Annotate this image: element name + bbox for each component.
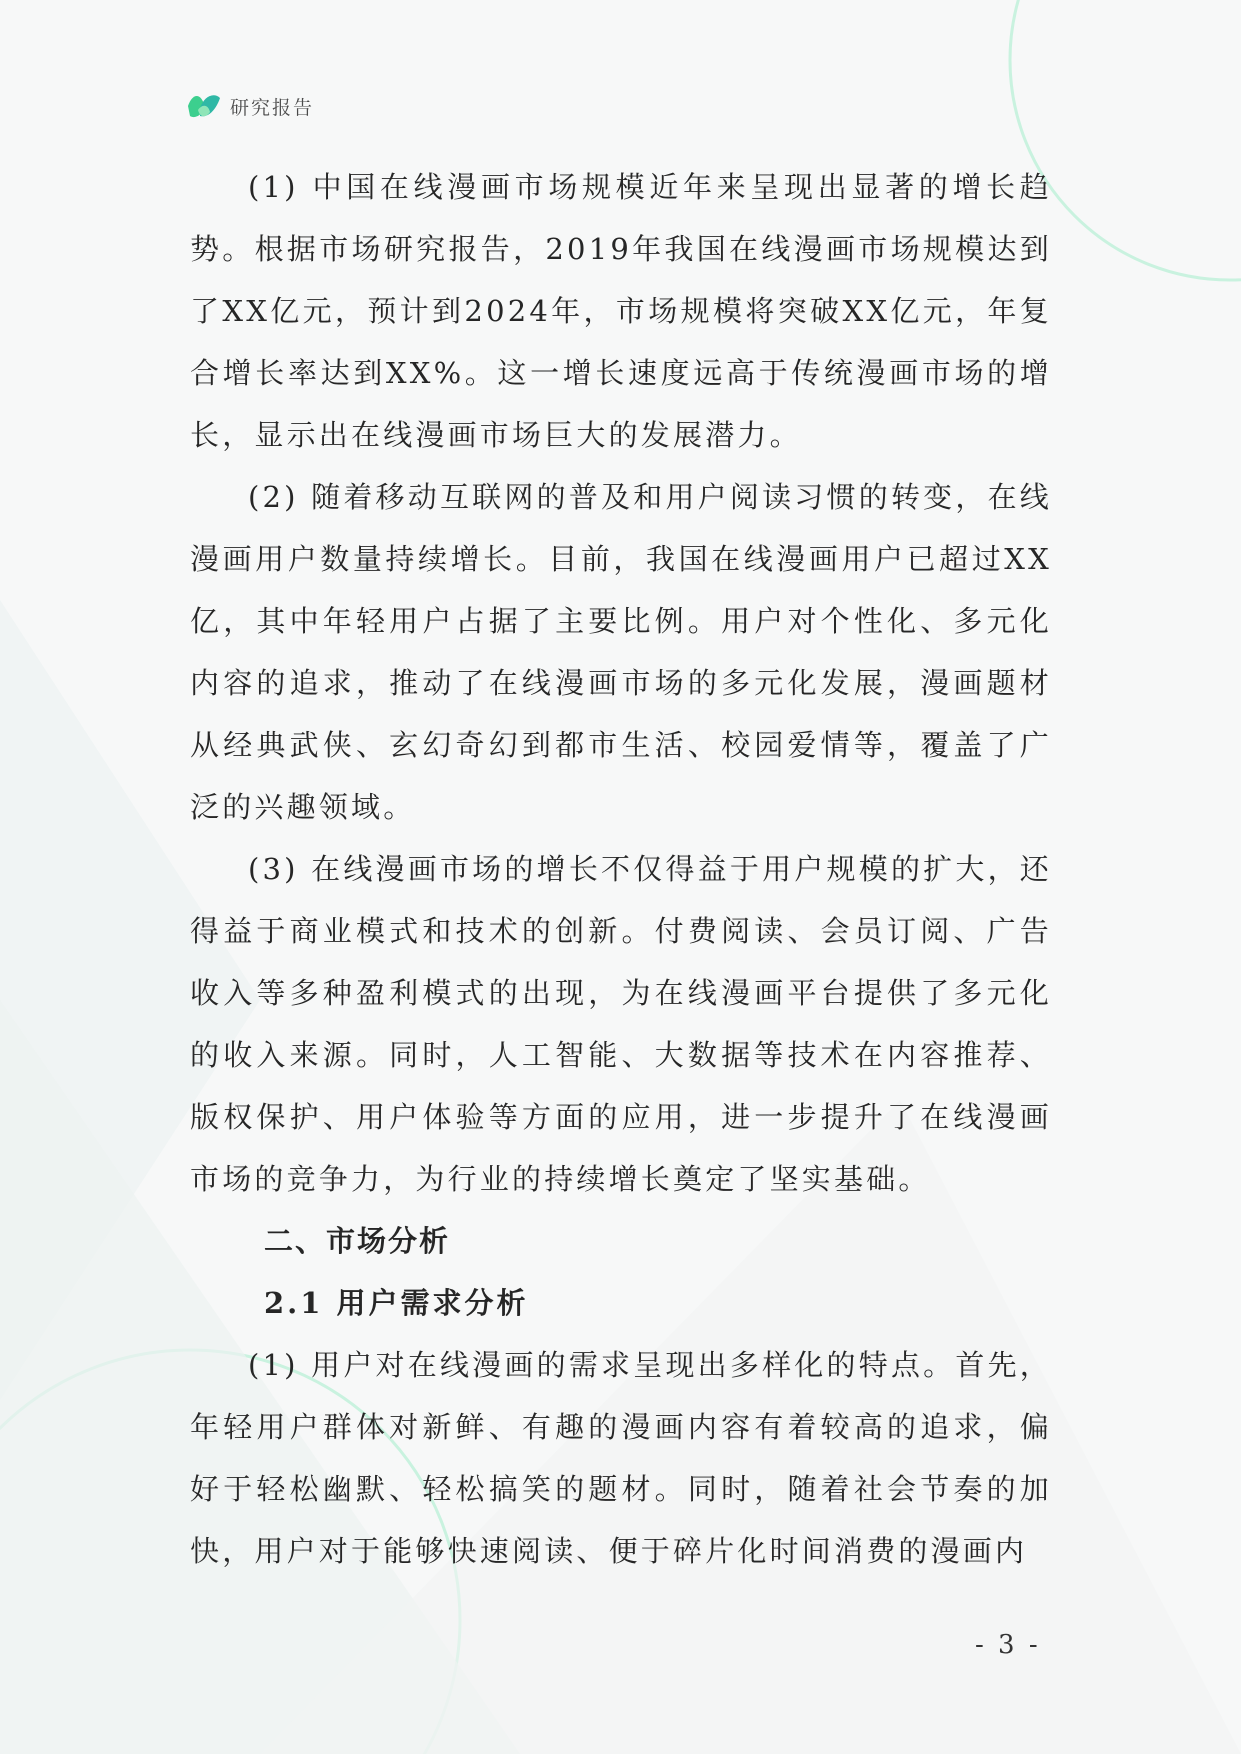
paragraph-2: (2) 随着移动互联网的普及和用户阅读习惯的转变，在线漫画用户数量持续增长。目前，我国在线漫画用户已超过XX亿，其中年轻用户占据了主要比例。用户对个性化、多元化内容的追求，推动了在线漫画市场的多元化发展，漫画题材从经典武侠、玄幻奇幻到都市生活、校园爱情等，覆盖了广泛的兴趣领域。 [190,480,1052,824]
section-heading: 二、市场分析 [264,1224,451,1258]
document-body [190,156,1052,1582]
page-number: - 3 - [975,1630,1041,1660]
leaf-logo-icon [186,90,222,122]
paragraph-4: (1) 用户对在线漫画的需求呈现出多样化的特点。首先，年轻用户群体对新鲜、有趣的漫画内容有着较高的追求，偏好于轻松幽默、轻松搞笑的题材。同时，随着社会节奏的加快，用户对于能够快速阅读、便于碎片化时间消费的漫画内 [190,1348,1052,1568]
subsection-heading: 2.1 用户需求分析 [264,1286,529,1320]
page-header [186,88,314,124]
header-title: 研究报告 [230,96,315,119]
paragraph-3: (3) 在线漫画市场的增长不仅得益于用户规模的扩大，还得益于商业模式和技术的创新。付费阅读、会员订阅、广告收入等多种盈利模式的出现，为在线漫画平台提供了多元化的收入来源。同时，人工智能、大数据等技术在内容推荐、版权保护、用户体验等方面的应用，进一步提升了在线漫画市场的竞争力，为行业的持续增长奠定了坚实基础。 [190,852,1052,1196]
paragraph-1: (1) 中国在线漫画市场规模近年来呈现出显著的增长趋势。根据市场研究报告，2019年我国在线漫画市场规模达到了XX亿元，预计到2024年，市场规模将突破XX亿元，年复合增长率达到XX%。这一增长速度远高于传统漫画市场的增长，显示出在线漫画市场巨大的发展潜力。 [190,170,1052,452]
